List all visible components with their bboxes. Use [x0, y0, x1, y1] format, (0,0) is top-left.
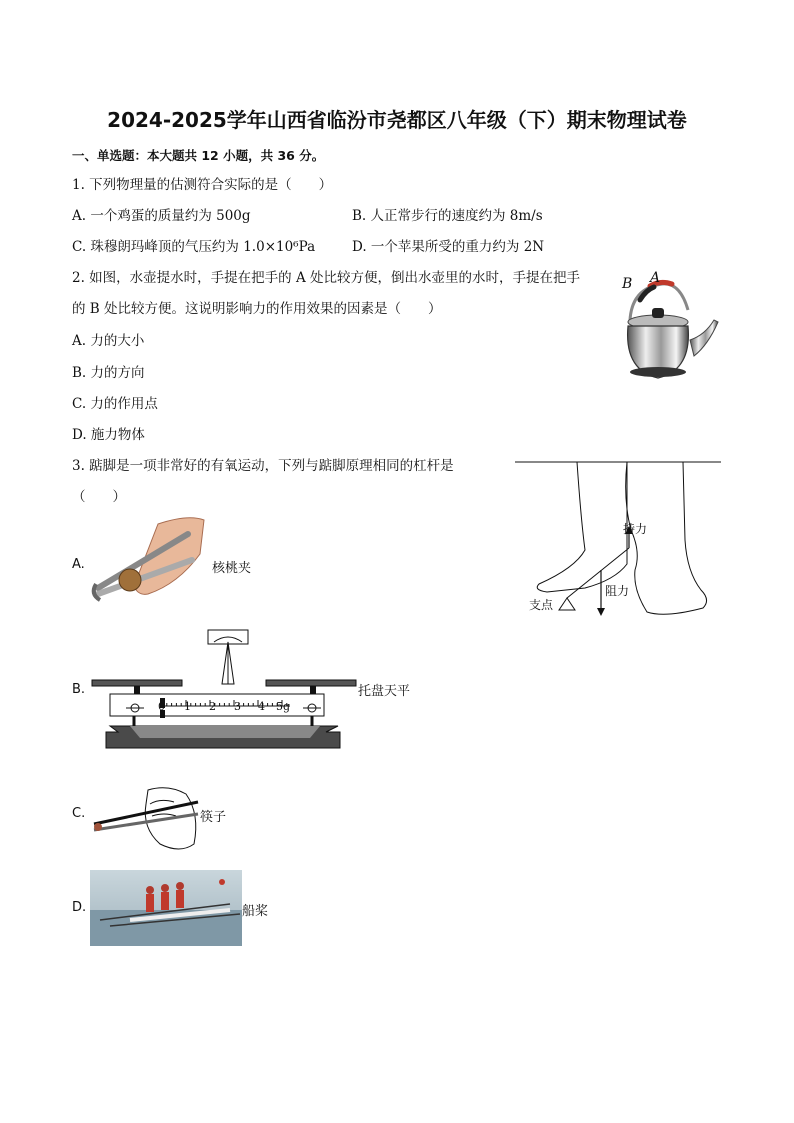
scale-tick-5: 5g [276, 700, 291, 713]
q2-stem-line2: 的 B 处比较方便。这说明影响力的作用效果的因素是（ ） [72, 301, 442, 317]
q1-option-b: B. 人正常步行的速度约为 8m/s [352, 208, 543, 224]
q1-option-d: D. 一个苹果所受的重力约为 2N [352, 239, 545, 255]
q2-option-c: C. 力的作用点 [72, 396, 158, 412]
balance-image [90, 628, 358, 752]
label-resistance: 阻力 [605, 584, 630, 598]
q2-option-b: B. 力的方向 [72, 365, 145, 381]
q1-stem: 1. 下列物理量的估测符合实际的是（ ） [72, 177, 333, 193]
chopsticks-image [90, 784, 202, 856]
q3-option-b-label: 托盘天平 [358, 684, 411, 699]
kettle-label-a: A [650, 270, 661, 286]
q3-option-d-letter: D. [72, 900, 87, 915]
nutcracker-image [88, 514, 208, 606]
section-heading: 一、单选题：本大题共 12 小题，共 36 分。 [72, 148, 325, 163]
nutcracker-drawing [88, 514, 208, 606]
q1-option-a: A. 一个鸡蛋的质量约为 500g [72, 208, 251, 224]
q3-option-a-letter: A. [72, 557, 85, 572]
q3-stem-line2: （ ） [72, 489, 126, 505]
balance-drawing [90, 628, 358, 752]
scale-tick-4: 4 [258, 700, 265, 713]
q3-stem-line1: 3. 踮脚是一项非常好的有氧运动，下列与踮脚原理相同的杠杆是 [72, 458, 454, 474]
q2-option-d: D. 施力物体 [72, 427, 145, 443]
q3-option-b-letter: B. [72, 682, 86, 697]
kettle-figure [610, 270, 725, 385]
rowing-drawing [90, 870, 242, 946]
q3-option-c-letter: C. [72, 806, 86, 821]
rowing-image [90, 870, 242, 946]
scale-tick-3: 3 [234, 700, 241, 713]
q2-stem-line1: 2. 如图，水壶提水时，手提在把手的 A 处比较方便，倒出水壶里的水时，手提在把手 [72, 270, 581, 286]
scale-tick-1: 1 [184, 700, 191, 713]
q2-option-a: A. 力的大小 [72, 333, 145, 349]
q3-option-d-label: 船桨 [242, 904, 269, 919]
q3-option-c-label: 筷子 [200, 810, 227, 825]
scale-tick-0: 0 [158, 700, 165, 713]
page-title: 2024-2025学年山西省临汾市尧都区八年级（下）期末物理试卷 [107, 108, 687, 132]
kettle-label-b: B [622, 276, 633, 292]
scale-tick-2: 2 [209, 700, 216, 713]
tiptoe-lever-figure [515, 460, 721, 620]
q1-option-c: C. 珠穆朗玛峰顶的气压约为 1.0×10⁶Pa [72, 239, 316, 255]
label-fulcrum: 支点 [529, 598, 554, 612]
label-force: 持力 [623, 522, 648, 536]
q3-option-a-label: 核桃夹 [212, 561, 252, 576]
chopsticks-drawing [90, 784, 202, 856]
